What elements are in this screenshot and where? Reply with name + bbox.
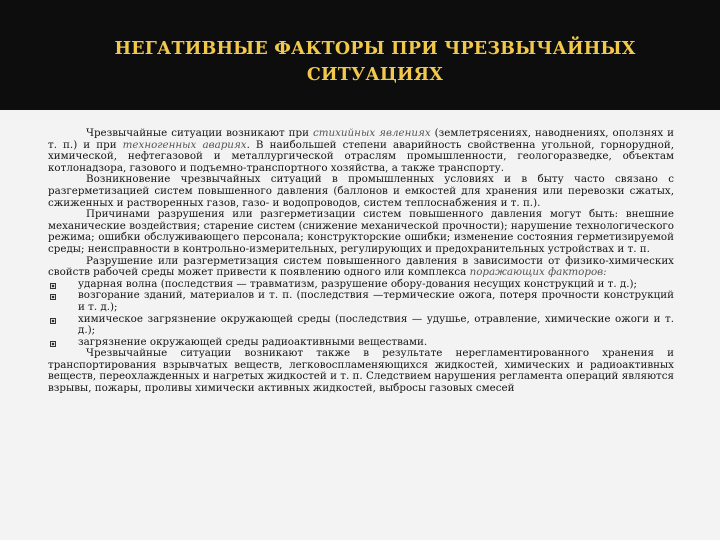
- paragraph-causes: Причинами разрушения или разгерметизации систем повышенного давления могут быть: внешние механические воздействия; старение систем (снижение механической прочности); нарушение технологического режима; ошибки обслуживающего персонала; конструкторские ошибки; изменение состояния герметизируемой среды; неисправности в контрольно-измерительных, регулирующих и предохранительных устройствах и т. п.: [48, 208, 674, 255]
- slide-title-line-2: СИТУАЦИЯХ: [306, 65, 444, 85]
- slide-body: [48, 128, 674, 395]
- factors-intro-text: Разрушение или разгерметизация систем повышенного давления в зависимости от физико-химических свойств рабочей среды может привести к появлению одного или комплекса: [48, 254, 674, 279]
- slide-title: [30, 36, 720, 88]
- square-bullet-icon: [50, 283, 56, 289]
- list-item-text: ударная волна (последствия — травматизм, разрушение обору-дования несущих конструкций и т. д.);: [78, 277, 637, 290]
- list-item: [48, 314, 674, 337]
- paragraph-depressurization: Возникновение чрезвычайных ситуаций в промышленных условиях и в быту часто связано с разгерметизацией систем повышенного давления (баллонов и емкостей для хранения или перевозки сжатых, сжиженных и растворенных газов, газо- и водопроводов, систем теплоснабжения и т. п.).: [48, 173, 674, 209]
- intro-emphasis-natural: стихийных явлениях: [312, 127, 431, 139]
- intro-text-a: Чрезвычайные ситуации возникают при: [86, 127, 313, 139]
- list-item: [48, 290, 674, 313]
- list-item-text: загрязнение окружающей среды радиоактивными веществами.: [78, 335, 428, 348]
- damaging-factors-list: [48, 279, 674, 349]
- square-bullet-icon: [50, 318, 56, 324]
- slide-title-line-1: НЕГАТИВНЫЕ ФАКТОРЫ ПРИ ЧРЕЗВЫЧАЙНЫХ: [114, 39, 636, 59]
- intro-text-b: (землетрясениях, наводнениях, оползнях и т. п.) и при: [48, 127, 674, 151]
- list-item: [48, 337, 674, 349]
- intro-text-c: . В наибольшей степени аварийность свойственна угольной, горнорудной, химической, нефтегазовой и металлургической отраслям промышленности, геологоразведке, объектам котлонадзора, газового и подъемно-транспортного хозяйства, а также транспорту.: [48, 138, 674, 174]
- paragraph-factors-intro: [48, 256, 674, 279]
- paragraph-intro: [48, 128, 674, 174]
- square-bullet-icon: [50, 294, 56, 300]
- list-item-text: химическое загрязнение окружающей среды (последствия — удушье, отравление, химические ожоги и т. д.);: [78, 312, 674, 337]
- square-bullet-icon: [50, 341, 56, 347]
- intro-emphasis-technogenic: техногенных авариях: [122, 138, 247, 151]
- list-item-text: возгорание зданий, материалов и т. п. (последствия —термические ожога, потеря прочности конструкций и т. д.);: [78, 289, 674, 313]
- title-bar: [0, 0, 720, 110]
- factors-intro-emphasis: поражающих факторов:: [469, 266, 607, 279]
- paragraph-conclusion: Чрезвычайные ситуации возникают также в результате нерегламентированного хранения и транспортирования взрывчатых веществ, легковоспламеняющихся жидкостей, химических и радиоактивных веществ, переохлажденных и нагретых жидкостей и т. п. Следствием нарушения регламента операций являются взрывы, пожары, проливы химически активных жидкостей, выбросы газовых смесей: [48, 347, 674, 395]
